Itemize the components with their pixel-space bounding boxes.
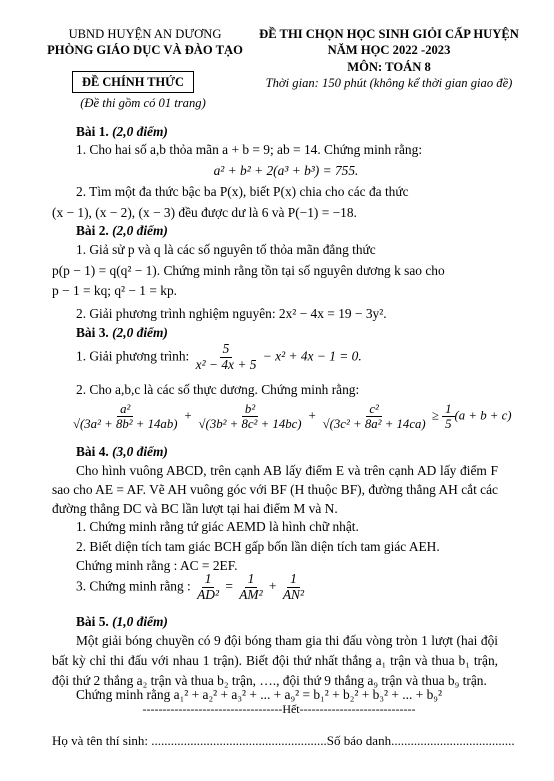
term-1-denominator: √(3a² + 8b² + 14ab) bbox=[73, 417, 178, 432]
time-limit: Thời gian: 150 phút (không kể thời gian giao đề) bbox=[265, 76, 513, 91]
inequality-term-2 bbox=[196, 402, 305, 431]
problem-4-part-3: 3. Chứng minh rằng : $\frac{1}{\text{AD²}}$ = $\frac{1}{\text{AM²}}$ + $\frac{1}{\text{AN²}}$ bbox=[76, 572, 496, 602]
problem-3-points: (2,0 điểm) bbox=[112, 325, 168, 340]
rhs-denominator: 5 bbox=[445, 417, 452, 432]
problem-3-inequality: $\frac{\text{a²}}{\text{√(3a² + 8b² + 14ab)}}$ + $\frac{\text{b²}}{\text{√(3b² + 8c² + 14bc)}}$ + $\frac{\text{c²}}{\text{√(3c² + 8a² + 14ca)}}$ ≥ $\frac{1}{5}$ (a + b + c) bbox=[70, 402, 490, 431]
problem-1-heading bbox=[76, 123, 496, 140]
problem-5-title: Bài 5. bbox=[76, 614, 113, 629]
fraction-1-denominator: AD² bbox=[197, 586, 219, 602]
problem-4-title: Bài 4. bbox=[76, 444, 113, 459]
fraction-denominator: x² − 4x + 5 bbox=[195, 356, 257, 372]
inequality-term-3 bbox=[320, 402, 429, 431]
problem-5-points: (1,0 điểm) bbox=[112, 614, 168, 629]
exam-title-block bbox=[244, 26, 534, 91]
fraction-numerator: 5 bbox=[220, 342, 233, 358]
fraction-1-numerator: 1 bbox=[202, 572, 215, 588]
part-3-fraction-2 bbox=[236, 572, 265, 602]
problem-5-statement: Một giải bóng chuyền có 9 đội bóng tham gia thi đấu vòng tròn 1 lượt (hai đội bất kỳ chỉ thi đấu với nhau 1 trận). Biết đội thứ nhất thắng a₁ trận và thua b₁ trận, đội thứ 2 thắng a₂ trận và thua b₂ trận, …., đội thứ 9 thắng a₉ trận và thua b₉ trận. bbox=[52, 633, 498, 688]
problem-3-heading bbox=[76, 324, 496, 341]
problem-4-part-1: 1. Chứng minh rằng tứ giác AEMD là hình chữ nhật. bbox=[76, 519, 359, 534]
problem-2-part-2: 2. Giải phương trình nghiệm nguyên: 2x² − 4x = 19 − 3y². bbox=[76, 306, 387, 321]
problem-4-points: (3,0 điểm) bbox=[112, 444, 168, 459]
fraction-2-denominator: AM² bbox=[239, 586, 263, 602]
exam-title: ĐỀ THI CHỌN HỌC SINH GIỎI CẤP HUYỆN bbox=[259, 27, 519, 41]
term-1-numerator: a² bbox=[117, 402, 133, 417]
problem-2-points: (2,0 điểm) bbox=[112, 223, 168, 238]
problem-1-points: (2,0 điểm) bbox=[112, 124, 168, 139]
problem-1-part-1: 1. Cho hai số a,b thỏa mãn a + b = 9; ab = 14. Chứng minh rằng: bbox=[76, 142, 423, 157]
rhs-tail: (a + b + c) bbox=[454, 408, 512, 423]
fraction-2-numerator: 1 bbox=[245, 572, 258, 588]
issuer-block bbox=[40, 26, 250, 59]
problem-4-part-2-cont: Chứng minh rằng : AC = 2EF. bbox=[76, 558, 238, 573]
problem-4-part-2: 2. Biết diện tích tam giác BCH gấp bốn lần diện tích tam giác AEH. bbox=[76, 539, 440, 554]
rhs-numerator: 1 bbox=[442, 402, 454, 417]
part-3-fraction-3 bbox=[280, 572, 307, 602]
problem-3-part-2: 2. Cho a,b,c là các số thực dương. Chứng minh rằng: bbox=[76, 382, 360, 397]
problem-2-title: Bài 2. bbox=[76, 223, 113, 238]
part-3-fraction-1 bbox=[194, 572, 222, 602]
problem-1-title: Bài 1. bbox=[76, 124, 113, 139]
term-2-denominator: √(3b² + 8c² + 14bc) bbox=[198, 417, 302, 432]
problem-2-part-1-line-2: p(p − 1) = q(q² − 1). Chứng minh rằng tồn tại số nguyên dương k sao cho bbox=[52, 263, 445, 278]
official-exam-label: ĐỀ CHÍNH THỨC bbox=[72, 71, 194, 93]
candidate-info-line: Họ và tên thí sinh: ......................................................Số báo danh...................................... bbox=[52, 733, 515, 748]
fraction-3-numerator: 1 bbox=[287, 572, 300, 588]
problem-4-heading bbox=[76, 443, 496, 460]
term-3-denominator: √(3c² + 8a² + 14ca) bbox=[322, 417, 426, 432]
school-year: NĂM HỌC 2022 -2023 bbox=[327, 43, 451, 58]
problem-1-equation: a² + b² + 2(a³ + b³) = 755. bbox=[213, 163, 359, 178]
fraction-3-denominator: AN² bbox=[282, 586, 304, 602]
district-committee: UBND HUYỆN AN DƯƠNG bbox=[68, 27, 222, 41]
end-of-exam-line: -----------------------------------Hết----------------------------- bbox=[142, 702, 416, 716]
problem-2-part-1-line-3: p − 1 = kq; q² − 1 = kp. bbox=[52, 283, 177, 298]
term-2-numerator: b² bbox=[242, 402, 258, 417]
education-department: PHÒNG GIÁO DỤC VÀ ĐÀO TẠO bbox=[47, 43, 243, 58]
inequality-term-1 bbox=[70, 402, 180, 431]
problem-4-statement: Cho hình vuông ABCD, trên cạnh AB lấy điểm E và trên cạnh AD lấy điểm F sao cho AE = AF. Vẽ AH vuông góc với BF (H thuộc BF), đường thẳng AH cắt các đường thẳng DC và BC lần lượt tại hai điểm M và N. bbox=[52, 463, 498, 516]
problem-1-part-2-cont: (x − 1), (x − 2), (x − 3) đều được dư là 6 và P(−1) = −18. bbox=[52, 205, 357, 220]
problem-1-part-2: 2. Tìm một đa thức bậc ba P(x), biết P(x) chia cho các đa thức bbox=[76, 184, 409, 199]
problem-3-part-1-label: 1. Giải phương trình: bbox=[76, 348, 190, 364]
problem-4-part-3-label: 3. Chứng minh rằng : bbox=[76, 578, 191, 594]
problem-3-part-1-rest: − x² + 4x − 1 = 0. bbox=[262, 348, 362, 364]
inequality-rhs-fraction bbox=[442, 402, 454, 431]
problem-3-title: Bài 3. bbox=[76, 325, 113, 340]
subject: MÔN: TOÁN 8 bbox=[347, 59, 431, 74]
problem-3-fraction bbox=[193, 342, 260, 372]
problem-2-heading bbox=[76, 222, 496, 239]
problem-5-claim: Chứng minh rằng a₁² + a₂² + a₃² + ... + a₉² = b₁² + b₂² + b₃² + ... + b₉² bbox=[76, 687, 442, 702]
problem-2-part-1: 1. Giả sử p và q là các số nguyên tố thỏa mãn đẳng thức bbox=[76, 242, 376, 257]
term-3-numerator: c² bbox=[366, 402, 382, 417]
page-count-note: (Đề thi gồm có 01 trang) bbox=[80, 96, 206, 110]
problem-5-heading bbox=[76, 613, 496, 630]
problem-3-part-1 bbox=[76, 342, 496, 372]
